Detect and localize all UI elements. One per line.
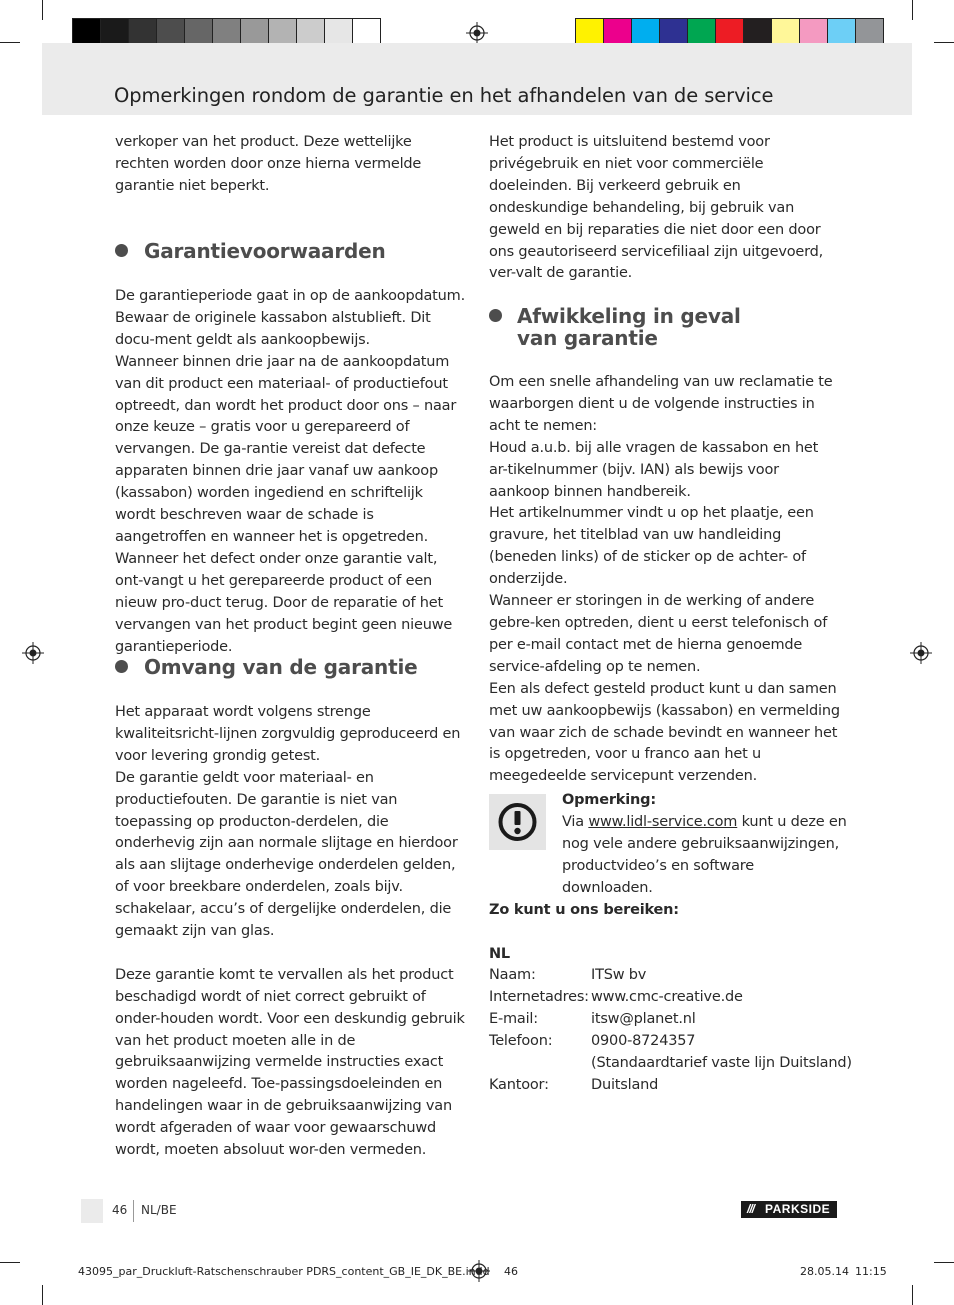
note — [562, 789, 847, 899]
intro-paragraph: Het product is uitsluitend bestemd voor privégebruik en niet voor commerciële doeleinden. Bij verkeerd gebruik en ondeskundige behandeling, bij gebruik van geweld en bij reparaties die niet door een door ons geautoriseerd servicefiliaal zijn uitgevoerd, ver-valt de garantie. — [489, 134, 824, 282]
contact-label: Telefoon: — [489, 1033, 553, 1049]
bullet-icon — [115, 660, 128, 673]
contact-label: E-mail: — [489, 1011, 538, 1027]
note-body — [562, 811, 847, 899]
color-swatch — [352, 18, 381, 46]
color-swatch — [268, 18, 297, 46]
section-heading-line: van garantie — [517, 326, 658, 350]
country-code: NL — [489, 946, 510, 962]
color-swatch — [799, 18, 828, 46]
contact-value-note: (Standaardtarief vaste lijn Duitsland) — [591, 1055, 852, 1071]
paragraph: De garantie geldt voor materiaal- en productiefouten. De garantie is niet van toepassing op producton-derdelen, die onderhevig zijn aan normale slijtage en hierdoor als aan slijtage onderhevige onderdelen gelden, of voor breekbare onderdelen, zoals bijv. schakelaar, accu’s of dergelijke onderdelen, die gemaakt zijn van glas. — [115, 769, 458, 940]
crop-mark — [0, 42, 20, 43]
paragraph: Wanneer er storingen in de werking of andere gebre-ken optreden, dient u eerst telefonisch of per e-mail contact met de hierna genoemde service-afdeling op te nemen. — [489, 593, 828, 675]
color-swatch — [771, 18, 800, 46]
slug-page: 46 — [504, 1265, 518, 1278]
paragraph: Houd a.u.b. bij alle vragen de kassabon en het ar-tikelnummer (bijv. IAN) als bewijs voor aankoop binnen handbereik. — [489, 439, 819, 500]
bullet-icon — [115, 244, 128, 257]
grayscale-color-bar — [72, 18, 380, 46]
paragraph: De garantieperiode gaat in op de aankoopdatum. Bewaar de originele kassabon alstublieft. Dit docu-ment geldt als aankoopbewijs. — [115, 288, 465, 348]
crop-mark — [912, 0, 913, 20]
color-swatch — [240, 18, 269, 46]
exclamation-icon — [489, 794, 546, 850]
color-swatch — [631, 18, 660, 46]
footer-tab — [81, 1199, 103, 1223]
contact-value: ITSw bv — [591, 967, 647, 983]
color-swatch — [72, 18, 101, 46]
contact-value: www.cmc-creative.de — [591, 989, 743, 1005]
parkside-logo — [741, 1201, 837, 1218]
color-swatch — [100, 18, 129, 46]
contact-value: 0900-8724357 — [591, 1033, 696, 1049]
section-heading: Garantievoorwaarden — [144, 239, 386, 263]
contact-value: Duitsland — [591, 1077, 659, 1093]
paragraph: Wanneer binnen drie jaar na de aankoopdatum van dit product een materiaal- of productiefout optreedt, dan wordt het product door ons – naar onze keuze – gratis voor u gerepareerd of vervangen. De ga-rantie vereist dat defecte apparaten binnen drie jaar vanaf uw aankoop (kassabon) worden ingediend en schriftelijk wordt beschreven waar de schade is aangetroffen en wanneer het is opgetreden. — [115, 353, 457, 545]
color-swatch — [659, 18, 688, 46]
note-text-after: kunt u deze en nog vele andere gebruiksaanwijzingen, productvideo’s en software downloaden. — [562, 814, 847, 896]
contact-label: Kantoor: — [489, 1077, 549, 1093]
crop-mark — [42, 0, 43, 20]
color-swatch — [743, 18, 772, 46]
section-heading — [517, 305, 741, 349]
registration-mark-icon — [22, 642, 44, 664]
page-title: Opmerkingen rondom de garantie en het afhandelen van de service — [114, 84, 774, 107]
page-number: 46 — [112, 1203, 128, 1217]
color-swatch — [687, 18, 716, 46]
section-heading-line: Afwikkeling in geval — [517, 304, 741, 328]
section-body — [115, 286, 467, 658]
note-title: Opmerking: — [562, 792, 656, 808]
locale-label: NL/BE — [141, 1203, 177, 1217]
paragraph: Deze garantie komt te vervallen als het product beschadigd wordt of niet correct gebruikt of onder-houden wordt. Voor een deskundig gebruik van het product moeten alle in de gebruiksaanwijzing vermelde instructies exact worden nageleefd. Toe-passingsdoeleinden en handelingen waar in de gebruiksaanwijzing van wordt afgeraden of waar voor gewaarschuwd wordt, moeten absoluut wor-den vermeden. — [115, 966, 465, 1159]
slug-filename: 43095_par_Druckluft-Ratschenschrauber PDRS_content_GB_IE_DK_BE.indd — [78, 1265, 490, 1278]
color-swatch — [184, 18, 213, 46]
contact-label: Internetadres: — [489, 989, 589, 1005]
bullet-icon — [489, 309, 502, 322]
color-swatch — [715, 18, 744, 46]
color-swatch — [324, 18, 353, 46]
paragraph: Wanneer het defect onder onze garantie valt, ont-vangt u het gerepareerde product of een nieuw pro-duct terug. Door de reparatie of het vervangen van het product begint geen nieuwe garantieperiode. — [115, 550, 453, 655]
section-body — [115, 702, 467, 1162]
slug-date: 28.05.14 — [800, 1265, 849, 1278]
note-text-before: Via — [562, 814, 589, 830]
crop-mark — [42, 1285, 43, 1305]
contact-value: itsw@planet.nl — [591, 1011, 696, 1027]
crop-mark — [912, 1285, 913, 1305]
right-intro — [489, 132, 841, 285]
color-swatch — [156, 18, 185, 46]
logo-mark: /// — [747, 1202, 755, 1216]
logo-text: PARKSIDE — [765, 1202, 831, 1216]
slug-time: 11:15 — [855, 1265, 887, 1278]
lidl-service-link[interactable]: www.lidl-service.com — [588, 814, 738, 830]
color-swatch — [575, 18, 604, 46]
color-swatch — [128, 18, 157, 46]
left-intro — [115, 132, 467, 198]
color-swatch — [296, 18, 325, 46]
paragraph: Een als defect gesteld product kunt u dan samen met uw aankoopbewijs (kassabon) en vermelding van waar zich de schade bevindt en wanneer het is opgetreden, voor u franco aan het u meegedeelde servicepunt verzenden. — [489, 680, 840, 785]
color-swatch — [212, 18, 241, 46]
section-heading: Omvang van de garantie — [144, 655, 418, 679]
intro-paragraph: verkoper van het product. Deze wettelijke rechten worden door onze hierna vermelde garantie niet beperkt. — [115, 134, 422, 194]
note-icon-box — [489, 794, 546, 850]
section-body — [489, 372, 841, 788]
registration-mark-icon — [910, 642, 932, 664]
paragraph: Om een snelle afhandeling van uw reclamatie te waarborgen dient u de volgende instructies in acht te nemen: — [489, 374, 833, 434]
registration-mark-icon — [466, 22, 488, 44]
crop-mark — [934, 42, 954, 43]
color-swatch — [827, 18, 856, 46]
crop-mark — [934, 1262, 954, 1263]
paragraph: Het apparaat wordt volgens strenge kwaliteitsricht-lijnen zorgvuldig geproduceerd en voor levering grondig getest. — [115, 704, 461, 764]
crop-mark — [0, 1262, 20, 1263]
footer-divider — [133, 1200, 134, 1222]
color-swatch — [855, 18, 884, 46]
contact-label: Naam: — [489, 967, 536, 983]
paragraph: Het artikelnummer vindt u op het plaatje, een gravure, het titelblad van uw handleiding (beneden links) of de sticker op de achter- of onderzijde. — [489, 505, 814, 588]
color-swatch — [603, 18, 632, 46]
contact-heading: Zo kunt u ons bereiken: — [489, 902, 679, 918]
process-color-bar — [575, 18, 883, 46]
